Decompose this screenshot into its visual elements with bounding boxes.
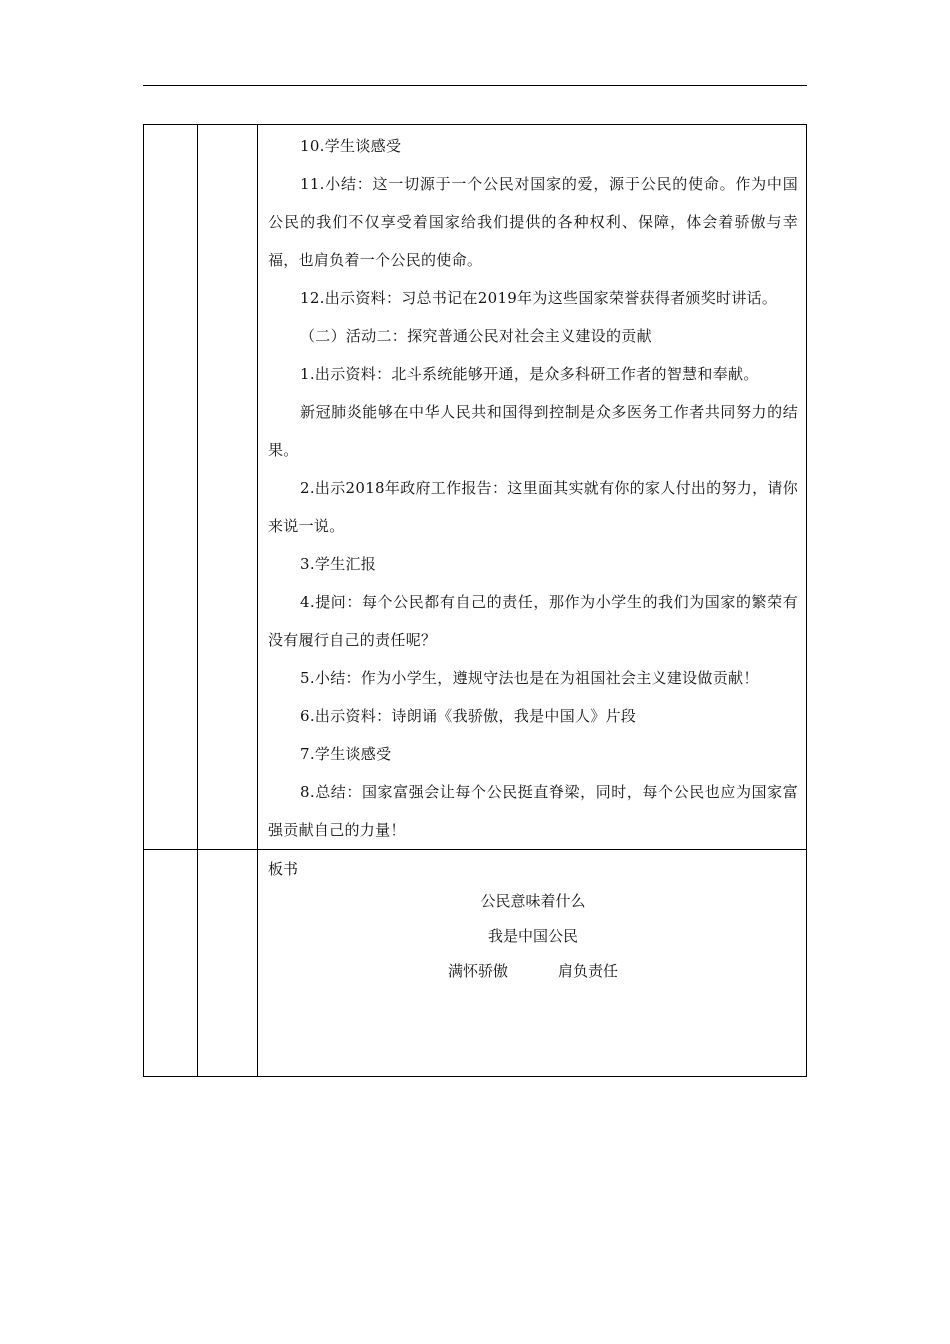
paragraph: 7.学生谈感受	[300, 745, 392, 763]
blackboard-line-1: 公民意味着什么	[480, 892, 586, 910]
paragraph: 5.小结：作为小学生，遵规守法也是在为祖国社会主义建设做贡献！	[300, 669, 759, 687]
paragraph: 3.学生汇报	[300, 555, 377, 573]
paragraph: 4.提问：每个公民都有自己的责任，那作为小学生的我们为国家的繁荣有没有履行自己的责任呢？	[268, 593, 798, 649]
blackboard-cell	[258, 850, 807, 1077]
header-rule	[143, 85, 807, 86]
empty-cell	[144, 125, 198, 850]
paragraph: 8.总结：国家富强会让每个公民挺直脊梁，同时，每个公民也应为国家富强贡献自己的力量！	[268, 783, 798, 839]
blackboard-left: 满怀骄傲	[447, 962, 508, 980]
table-row	[144, 125, 807, 850]
blackboard-line-3	[268, 954, 798, 989]
blackboard-title: 板书	[268, 860, 299, 878]
paragraph: 新冠肺炎能够在中华人民共和国得到控制是众多医务工作者共同努力的结果。	[268, 403, 798, 459]
lesson-steps-cell	[258, 125, 807, 850]
empty-cell	[198, 850, 258, 1077]
paragraph: 12.出示资料：习总书记在2019年为这些国家荣誉获得者颁奖时讲话。	[300, 289, 778, 307]
paragraph: 6.出示资料：诗朗诵《我骄傲，我是中国人》片段	[300, 707, 637, 725]
table-row	[144, 850, 807, 1077]
empty-cell	[144, 850, 198, 1077]
paragraph: 2.出示2018年政府工作报告：这里面其实就有你的家人付出的努力，请你来说一说。	[268, 479, 798, 535]
blackboard-right: 肩负责任	[558, 962, 619, 980]
blackboard-line-2: 我是中国公民	[487, 927, 578, 945]
paragraph: 1.出示资料：北斗系统能够开通，是众多科研工作者的智慧和奉献。	[300, 365, 759, 383]
paragraph: 10.学生谈感受	[300, 137, 402, 155]
paragraph: 11.小结：这一切源于一个公民对国家的爱，源于公民的使命。作为中国公民的我们不仅享受着国家给我们提供的各种权利、保障，体会着骄傲与幸福，也肩负着一个公民的使命。	[268, 175, 798, 269]
section-heading: （二）活动二：探究普通公民对社会主义建设的贡献	[300, 327, 652, 345]
empty-cell	[198, 125, 258, 850]
lesson-table	[143, 124, 807, 1077]
